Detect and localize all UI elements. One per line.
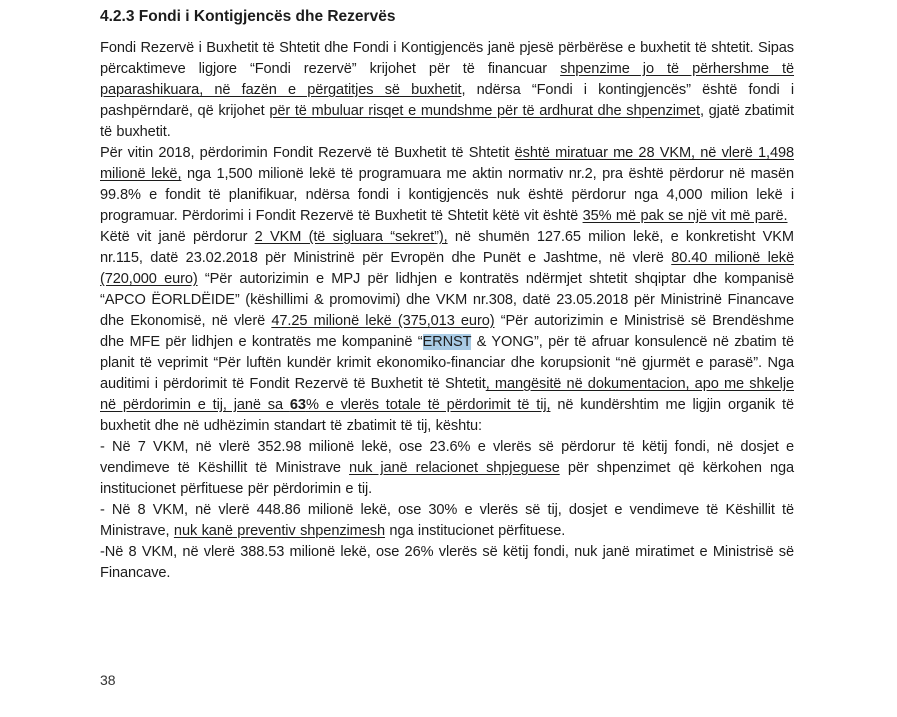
text-run: për të mbuluar risqet e mundshme për të ardhurat dhe shpenzimet (269, 103, 700, 119)
text-run: , gjatë zbatimit të buxhetit. (100, 103, 795, 140)
section-heading: 4.2.3 Fondi i Kontigjencës dhe Rezervës (100, 8, 396, 25)
paragraph (100, 143, 794, 227)
text-run: në shumën 127.65 milion lekë, e konkretisht VKM nr.115, datë 23.02.2018 për Ministrinë për Evropën dhe Punët e Jashtme, në vlerë (100, 229, 794, 266)
paragraph (100, 38, 794, 143)
document-content (100, 8, 794, 584)
text-run: % e vlerës totale të përdorimit të tij, (305, 397, 551, 413)
text-run: Për vitin 2018, përdorimin Fondit Rezervë të Buxhetit të Shtetit (100, 145, 515, 161)
text-run: 47.25 milionë lekë (375,013 euro) (271, 313, 495, 329)
text-run: , mangësitë në dokumentacion, apo me shkelje në përdorimin e tij, janë sa (100, 376, 794, 413)
text-run: 63 (289, 397, 306, 413)
text-run: “Për autorizimin e MPJ për lidhjen e kontratës ndërmjet shtetit shqiptar dhe kompanisë “APCO ËORLDËIDE” (këshillimi & promovimi) dhe VKM nr.308, datë 23.05.2018 për Ministrinë Financave dhe Ekonomisë, në vlerë (100, 271, 794, 329)
paragraph (100, 437, 794, 500)
text-run: “Për autorizimin e Ministrisë së Brendëshme dhe MFE për lidhjen e kontratës me kompaninë “ (100, 313, 795, 350)
text-run: Fondi Rezervë i Buxhetit të Shtetit dhe Fondi i Kontigjencës janë pjesë përbërëse e buxhetit të shtetit. Sipas përcaktimeve ligjore “Fondi rezervë” krijohet për të financuar (100, 40, 794, 77)
document-body (100, 38, 794, 584)
paragraph (100, 542, 794, 584)
text-run: Këtë vit janë përdorur (100, 229, 255, 245)
text-run: për shpenzimet që kërkohen nga institucionet përfituese për përdorimin e tij. (100, 460, 794, 497)
text-run: nga institucionet përfituese. (384, 523, 566, 539)
text-run: , ndërsa “Fondi i kontingjencës” është fondi i pashpërndarë, që krijohet (100, 82, 794, 119)
page-number: 38 (100, 672, 116, 688)
text-run: - Në 8 VKM, në vlerë 448.86 milionë lekë, ose 30% e vlerës së tij, dosjet e vendimeve të Këshillit të Ministrave, (100, 502, 794, 539)
text-run: - Në 7 VKM, në vlerë 352.98 milionë lekë, ose 23.6% e vlerës së përdorur të këtij fondi, në dosjet e vendimeve të Këshillit të Ministrave (100, 439, 794, 476)
text-run: në kundërshtim me ligjin organik të buxhetit dhe në udhëzimin standart të zbatimit të tij, kështu: (100, 397, 794, 434)
text-run: nuk janë relacionet shpjeguese (349, 460, 560, 476)
text-run: shpenzime jo të përhershme të paparashikuara, në fazën e përgatitjes së buxhetit (100, 61, 795, 98)
text-run: 35% më pak se një vit më parë. (582, 208, 788, 224)
text-run: 2 VKM (të sigluara “sekret”), (254, 229, 448, 245)
text-run: & YONG”, për të afruar konsulencë në zbatim të planit të veprimit “Për luftën kundër krimit ekonomiko-financiar dhe korupsionit “në gjurmët e parasë”. Nga auditimi i përdorimit të Fondit Rezervë të Buxhetit të Shtetit (100, 334, 794, 392)
paragraph (100, 227, 794, 437)
text-run: nga 1,500 milionë lekë të programuara me aktin normativ nr.2, pra është përdorur në masën 99.8% e fondit të planifikuar, ndërsa fondi i kontigjencës nuk është përdorur nga 4,000 milion lekë i programuar. Përdorimi i Fondit Rezervë të Buxhetit të Shtetit këtë vit është (100, 166, 794, 224)
text-run: nuk kanë preventiv shpenzimesh (173, 523, 385, 539)
text-run: -Në 8 VKM, në vlerë 388.53 milionë lekë, ose 26% vlerës së këtij fondi, nuk janë miratimet e Ministrisë së Financave. (100, 544, 794, 581)
paragraph (100, 500, 794, 542)
selection-highlight: ERNST (422, 334, 472, 350)
text-run: është miratuar me 28 VKM, në vlerë 1,498 milionë lekë, (100, 145, 794, 182)
text-run: 80.40 milionë lekë (720,000 euro) (100, 250, 794, 287)
